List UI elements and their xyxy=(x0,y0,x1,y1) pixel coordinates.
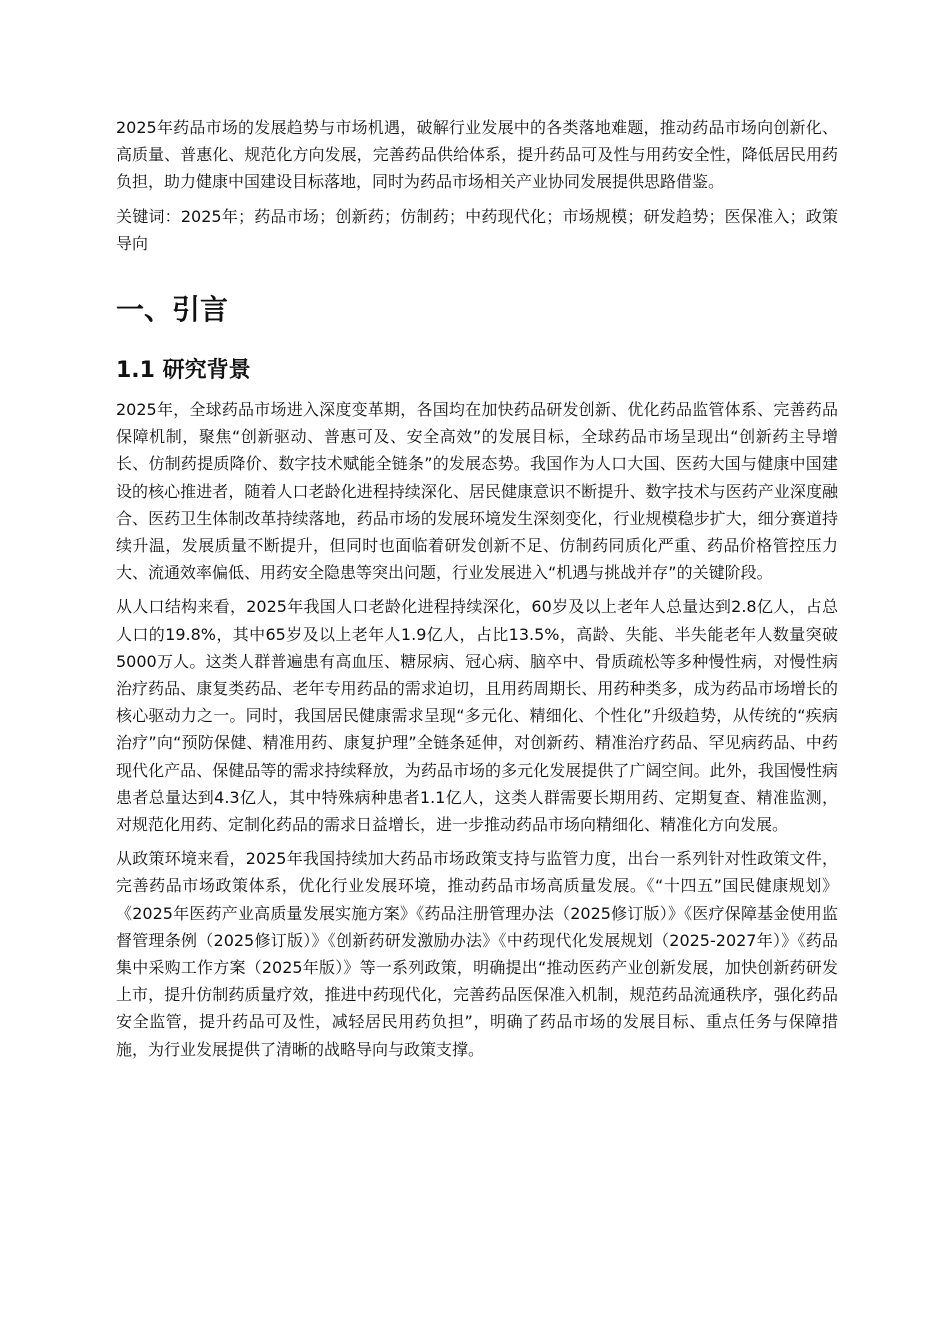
section-heading: 一、引言 xyxy=(116,293,229,327)
keywords-paragraph: 关键词：2025年；药品市场；创新药；仿制药；中药现代化；市场规模；研发趋势；医保准入；政策导向 xyxy=(116,206,838,253)
abstract-paragraph: 2025年药品市场的发展趋势与市场机遇，破解行业发展中的各类落地难题，推动药品市场向创新化、高质量、普惠化、规范化方向发展，完善药品供给体系，提升药品可及性与用药安全性，降低居民用药负担，助力健康中国建设目标落地，同时为药品市场相关产业协同发展提供思路借鉴。 xyxy=(116,118,838,192)
document-page xyxy=(116,114,838,1063)
body-paragraph: 从政策环境来看，2025年我国持续加大药品市场政策支持与监管力度，出台一系列针对性政策文件，完善药品市场政策体系，优化行业发展环境，推动药品市场高质量发展。《“十四五”国民健康规划》《2025年医药产业高质量发展实施方案》《药品注册管理办法（2025修订版）》《医疗保障基金使用监督管理条例（2025修订版）》《创新药研发激励办法》《中药现代化发展规划（2025-2027年）》《药品集中采购工作方案（2025年版）》等一系列政策，明确提出“推动医药产业创新发展，加快创新药研发上市，提升仿制药质量疗效，推进中药现代化，完善药品医保准入机制，规范药品流通秩序，强化药品安全监管，提升药品可及性，减轻居民用药负担”，明确了药品市场的发展目标、重点任务与保障措施，为行业发展提供了清晰的战略导向与政策支撑。 xyxy=(116,849,838,1059)
body-paragraph: 从人口结构来看，2025年我国人口老龄化进程持续深化，60岁及以上老年人总量达到2.8亿人，占总人口的19.8%，其中65岁及以上老年人1.9亿人，占比13.5%，高龄、失能、半失能老年人数量突破5000万人。这类人群普遍患有高血压、糖尿病、冠心病、脑卒中、骨质疏松等多种慢性病，对慢性病治疗药品、康复类药品、老年专用药品的需求迫切，且用药周期长、用药种类多，成为药品市场增长的核心驱动力之一。同时，我国居民健康需求呈现“多元化、精细化、个性化”升级趋势，从传统的“疾病治疗”向“预防保健、精准用药、康复护理”全链条延伸，对创新药、精准治疗药品、罕见病药品、中药现代化产品、保健品等的需求持续释放，为药品市场的多元化发展提供了广阔空间。此外，我国慢性病患者总量达到4.3亿人，其中特殊病种患者1.1亿人，这类人群需要长期用药、定期复查、精准监测，对规范化用药、定制化药品的需求日益增长，进一步推动药品市场向精细化、精准化方向发展。 xyxy=(116,597,838,835)
body-paragraph: 2025年，全球药品市场进入深度变革期，各国均在加快药品研发创新、优化药品监管体系、完善药品保障机制，聚焦“创新驱动、普惠可及、安全高效”的发展目标，全球药品市场呈现出“创新药主导增长、仿制药提质降价、数字技术赋能全链条”的发展态势。我国作为人口大国、医药大国与健康中国建设的核心推进者，随着人口老龄化进程持续深化、居民健康意识不断提升、数字技术与医药产业深度融合、医药卫生体制改革持续落地，药品市场的发展环境发生深刻变化，行业规模稳步扩大，细分赛道持续升温，发展质量不断提升，但同时也面临着研发创新不足、仿制药同质化严重、药品价格管控压力大、流通效率偏低、用药安全隐患等突出问题，行业发展进入“机遇与挑战并存”的关键阶段。 xyxy=(116,400,838,583)
subsection-heading: 1.1 研究背景 xyxy=(116,358,251,384)
